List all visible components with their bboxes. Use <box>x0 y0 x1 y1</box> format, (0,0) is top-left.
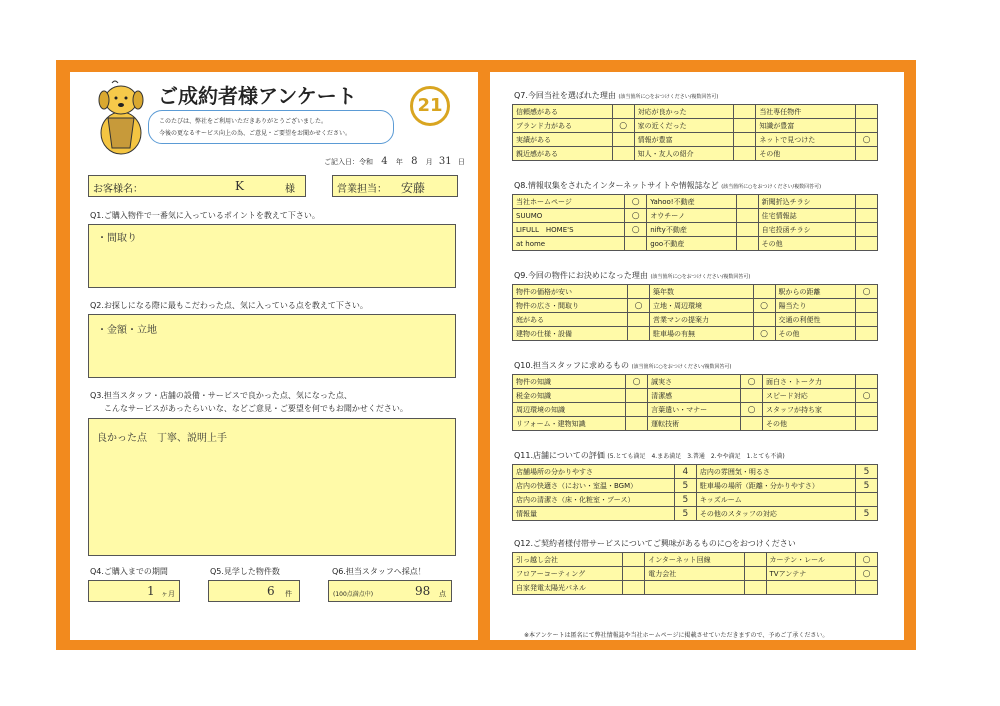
q7-mark-cell[interactable] <box>612 133 634 147</box>
q5-label: Q5.見学した物件数 <box>210 567 280 576</box>
q11-option-label: 店内の快適さ（におい・室温・BGM） <box>513 479 675 493</box>
q10-note: (該当箇所に○をおつけください/複数回答可) <box>631 364 732 370</box>
q10-option-label: 物件の知識 <box>513 375 626 389</box>
q5-unit: 件 <box>285 590 292 598</box>
q8-mark-cell[interactable] <box>736 223 758 237</box>
q9-mark-cell[interactable] <box>628 285 650 299</box>
q10-option-label: 言葉遣い・マナー <box>648 403 741 417</box>
q9-mark-cell[interactable] <box>753 313 775 327</box>
q12-option-label <box>645 581 744 595</box>
q4-field[interactable] <box>88 580 180 602</box>
q8-option-label: オウチーノ <box>647 209 736 223</box>
q12-mark-cell[interactable]: ○ <box>856 567 878 581</box>
q7-row <box>513 119 878 133</box>
q8-option-label: at home <box>513 237 625 251</box>
greeting-line-2: 今後の更なるサービス向上の為、ご意見・ご要望をお聞かせください。 <box>159 130 352 137</box>
q9-option-label: 物件の広さ・間取り <box>513 299 628 313</box>
q7-mark-cell[interactable] <box>734 147 756 161</box>
q5-field[interactable] <box>208 580 300 602</box>
q7-option-label: 当社専任物件 <box>756 105 856 119</box>
q8-option-label: Yahoo!不動産 <box>647 195 736 209</box>
q8-note: (該当箇所に○をおつけください/複数回答可) <box>721 184 822 190</box>
q7-option-label: 実績がある <box>513 133 613 147</box>
greeting-bubble <box>148 110 394 144</box>
q6-value: 98 <box>415 584 431 598</box>
q11-row <box>513 507 878 521</box>
q9-mark-cell[interactable] <box>856 299 878 313</box>
q10-mark-cell[interactable] <box>626 389 648 403</box>
q8-row <box>513 223 878 237</box>
q9-option-label: 物件の価格が安い <box>513 285 628 299</box>
q11-option-label: キッズルーム <box>696 493 855 507</box>
q9-table <box>512 284 878 341</box>
q6-field[interactable] <box>328 580 452 602</box>
q11-row <box>513 465 878 479</box>
q7-option-label: 対応が良かった <box>634 105 734 119</box>
q10-option-label: 清潔感 <box>648 389 741 403</box>
q3-answer-box[interactable] <box>88 418 456 556</box>
q11-option-label: その他のスタッフの対応 <box>696 507 855 521</box>
q8-title: Q8.情報収集をされたインターネットサイトや情報誌など <box>514 181 719 190</box>
q7-mark-cell[interactable] <box>856 105 878 119</box>
q8-option-label: 当社ホームページ <box>513 195 625 209</box>
q12-option-label: 自家発電太陽光パネル <box>513 581 623 595</box>
q8-label <box>514 180 821 191</box>
customer-name-label: お客様名： <box>93 184 143 195</box>
q9-option-label: 交通の利便性 <box>775 313 856 327</box>
q11-title: Q11.店舗についての評価 <box>514 451 605 460</box>
date-line <box>324 156 465 167</box>
q11-row <box>513 479 878 493</box>
q9-mark-cell[interactable] <box>856 327 878 341</box>
q10-option-label: スピード対応 <box>763 389 856 403</box>
q12-mark-cell[interactable] <box>623 553 645 567</box>
q6-label: Q6.担当スタッフへ採点！ <box>332 567 426 576</box>
q10-option-label: 周辺環境の知識 <box>513 403 626 417</box>
right-panel <box>490 72 904 640</box>
q7-option-label: 家の近くだった <box>634 119 734 133</box>
q11-mark-cell[interactable]: 5 <box>856 465 878 479</box>
q12-option-label: フロアーコーティング <box>513 567 623 581</box>
q11-mark-cell[interactable]: 4 <box>674 465 696 479</box>
q8-mark-cell[interactable]: ○ <box>625 195 647 209</box>
q8-row <box>513 209 878 223</box>
date-day-unit: 日 <box>457 158 465 166</box>
q7-option-label: 親近感がある <box>513 147 613 161</box>
date-month-unit: 月 <box>425 158 433 166</box>
q7-option-label: 知人・友人の紹介 <box>634 147 734 161</box>
q10-mark-cell[interactable] <box>626 403 648 417</box>
q8-option-label: 自宅投函チラシ <box>758 223 855 237</box>
staff-value: 安藤 <box>401 181 426 195</box>
q3-label-2: こんなサービスがあったらいいな、などご意見・ご要望を何でもお聞かせください。 <box>104 404 408 413</box>
q9-mark-cell[interactable] <box>856 313 878 327</box>
q8-option-label: SUUMO <box>513 209 625 223</box>
q9-mark-cell[interactable]: ○ <box>753 299 775 313</box>
q10-option-label: スタッフが持ち家 <box>763 403 856 417</box>
q7-option-label: 情報が豊富 <box>634 133 734 147</box>
q10-mark-cell[interactable] <box>856 403 878 417</box>
q1-answer-box[interactable] <box>88 224 456 288</box>
q12-option-label: インターネット回線 <box>645 553 744 567</box>
q8-option-label: 住宅情報誌 <box>758 209 855 223</box>
q9-mark-cell[interactable]: ○ <box>628 299 650 313</box>
q12-label: Q12.ご契約者様付帯サービスについてご興味があるものに○をおつけください <box>514 539 796 548</box>
q8-row <box>513 195 878 209</box>
q10-mark-cell[interactable]: ○ <box>741 403 763 417</box>
q10-mark-cell[interactable] <box>741 417 763 431</box>
q7-mark-cell[interactable] <box>734 119 756 133</box>
q10-mark-cell[interactable] <box>741 389 763 403</box>
q9-mark-cell[interactable] <box>628 327 650 341</box>
q11-table <box>512 464 878 521</box>
left-panel <box>70 72 478 640</box>
q11-option-label: 駐車場の場所（距離・分かりやすさ） <box>696 479 855 493</box>
date-label: ご記入日：令和 <box>324 158 373 166</box>
q12-option-label: 電力会社 <box>645 567 744 581</box>
q10-label <box>514 360 731 371</box>
q8-mark-cell[interactable] <box>736 195 758 209</box>
q7-mark-cell[interactable]: ○ <box>856 133 878 147</box>
q8-mark-cell[interactable] <box>856 195 878 209</box>
q12-mark-cell[interactable] <box>623 567 645 581</box>
q11-option-label: 店内の清潔さ（床・化粧室・ブース） <box>513 493 675 507</box>
staff-field[interactable] <box>332 175 458 197</box>
q10-mark-cell[interactable]: ○ <box>741 375 763 389</box>
date-month: 8 <box>411 156 418 167</box>
q9-option-label: 庭がある <box>513 313 628 327</box>
q11-mark-cell[interactable]: 5 <box>856 479 878 493</box>
q7-row <box>513 105 878 119</box>
q9-option-label: 建物の仕様・設備 <box>513 327 628 341</box>
q11-option-label: 情報量 <box>513 507 675 521</box>
q7-note: (該当箇所に○をおつけください/複数回答可) <box>618 94 719 100</box>
q10-option-label: 運転技術 <box>648 417 741 431</box>
q12-option-label: 引っ越し会社 <box>513 553 623 567</box>
q8-mark-cell[interactable] <box>736 237 758 251</box>
q11-option-label: 店内の雰囲気・明るさ <box>696 465 855 479</box>
q7-mark-cell[interactable] <box>612 105 634 119</box>
q8-mark-cell[interactable]: ○ <box>625 223 647 237</box>
q6-unit: 点 <box>439 590 446 598</box>
q3-answer: 良かった点 丁寧、説明上手 <box>97 433 227 444</box>
q8-option-label: goo不動産 <box>647 237 736 251</box>
q9-mark-cell[interactable]: ○ <box>856 285 878 299</box>
q6-note: (100点満点中) <box>333 591 374 598</box>
q5-value: 6 <box>267 584 275 598</box>
q11-label <box>514 450 785 461</box>
q2-answer: ・金額・立地 <box>97 325 157 336</box>
q9-option-label: その他 <box>775 327 856 341</box>
q10-option-label: 面白さ・トーク力 <box>763 375 856 389</box>
q10-row <box>513 417 878 431</box>
q4-value: 1 <box>147 584 155 598</box>
q4-label: Q4.ご購入までの期間 <box>90 567 168 576</box>
q7-title: Q7.今回当社を選ばれた理由 <box>514 91 616 100</box>
q9-option-label: 駐車場の有無 <box>650 327 754 341</box>
q8-option-label: 新聞折込チラシ <box>758 195 855 209</box>
page-title: ご成約者様アンケート <box>158 84 357 108</box>
q11-scale: (5.とても満足 4.まあ満足 3.普通 2.やや満足 1.とても不満) <box>607 453 785 460</box>
q11-row <box>513 493 878 507</box>
q12-row <box>513 581 878 595</box>
q12-table <box>512 552 878 595</box>
q7-mark-cell[interactable]: ○ <box>612 119 634 133</box>
q1-label: Q1.ご購入物件で一番気に入っているポイントを教えて下さい。 <box>90 211 320 220</box>
q9-mark-cell[interactable] <box>753 285 775 299</box>
q9-row <box>513 327 878 341</box>
q11-mark-cell[interactable]: 5 <box>674 507 696 521</box>
q1-answer: ・間取り <box>97 233 137 244</box>
q10-mark-cell[interactable] <box>856 375 878 389</box>
q10-option-label: 税金の知識 <box>513 389 626 403</box>
customer-name-field[interactable] <box>88 175 306 197</box>
staff-label: 営業担当： <box>337 184 387 195</box>
q8-table <box>512 194 878 251</box>
q9-note: (該当箇所に○をおつけください/複数回答可) <box>650 274 751 280</box>
q11-option-label: 店舗場所の分かりやすさ <box>513 465 675 479</box>
date-year: 4 <box>381 156 388 167</box>
q3-label-1: Q3.担当スタッフ・店舗の設備・サービスで良かった点、気になった点、 <box>90 391 352 400</box>
q12-mark-cell[interactable] <box>856 581 878 595</box>
q12-mark-cell[interactable]: ○ <box>856 553 878 567</box>
q12-mark-cell[interactable] <box>744 553 766 567</box>
q9-row <box>513 313 878 327</box>
q9-title: Q9.今回の物件にお決めになった理由 <box>514 271 648 280</box>
q12-option-label <box>766 581 856 595</box>
q8-option-label: その他 <box>758 237 855 251</box>
q10-option-label: リフォーム・建物知識 <box>513 417 626 431</box>
q8-row <box>513 237 878 251</box>
q12-mark-cell[interactable] <box>744 567 766 581</box>
q10-table <box>512 374 878 431</box>
q10-option-label: 誠実さ <box>648 375 741 389</box>
q7-mark-cell[interactable] <box>734 133 756 147</box>
q10-mark-cell[interactable] <box>626 417 648 431</box>
q7-mark-cell[interactable] <box>856 119 878 133</box>
q9-option-label: 築年数 <box>650 285 754 299</box>
date-year-unit: 年 <box>395 158 403 166</box>
q10-mark-cell[interactable]: ○ <box>856 389 878 403</box>
q9-option-label: 営業マンの提案力 <box>650 313 754 327</box>
q7-mark-cell[interactable] <box>856 147 878 161</box>
q7-row <box>513 133 878 147</box>
q4-unit: ヶ月 <box>161 590 175 598</box>
q7-mark-cell[interactable] <box>612 147 634 161</box>
footer-note: ※本アンケートは匿名にて弊社情報誌や当社ホームページに掲載させていただきますので、予めご了承ください。 <box>524 632 829 639</box>
q8-option-label: nifty不動産 <box>647 223 736 237</box>
q2-answer-box[interactable] <box>88 314 456 378</box>
q11-mark-cell[interactable]: 5 <box>856 507 878 521</box>
q8-mark-cell[interactable] <box>856 223 878 237</box>
q9-label <box>514 270 750 281</box>
q12-option-label: TVアンテナ <box>766 567 856 581</box>
q8-option-label: LIFULL HOME'S <box>513 223 625 237</box>
date-day: 31 <box>438 156 452 167</box>
greeting-line-1: このたびは、弊社をご利用いただきありがとうございました。 <box>159 118 328 125</box>
q11-mark-cell[interactable]: 5 <box>674 493 696 507</box>
q8-mark-cell[interactable] <box>736 209 758 223</box>
q12-mark-cell[interactable] <box>744 581 766 595</box>
q7-table <box>512 104 878 161</box>
q7-mark-cell[interactable] <box>734 105 756 119</box>
q2-label: Q2.お探しになる際に最もこだわった点、気に入っている点を教えて下さい。 <box>90 301 368 310</box>
q11-mark-cell[interactable] <box>856 493 878 507</box>
customer-name-suffix: 様 <box>285 184 295 195</box>
q8-mark-cell[interactable] <box>856 237 878 251</box>
century21-logo: 21 <box>410 86 450 126</box>
q9-mark-cell[interactable] <box>628 313 650 327</box>
q7-option-label: 信頼感がある <box>513 105 613 119</box>
q10-title: Q10.担当スタッフに求めるもの <box>514 361 630 370</box>
q9-option-label: 駅からの距離 <box>775 285 856 299</box>
q7-option-label: ネットで見つけた <box>756 133 856 147</box>
q10-row <box>513 403 878 417</box>
dog-mascot-icon <box>90 78 152 156</box>
q12-row <box>513 567 878 581</box>
q9-option-label: 立地・周辺環境 <box>650 299 754 313</box>
q10-mark-cell[interactable]: ○ <box>626 375 648 389</box>
q9-row <box>513 285 878 299</box>
q7-option-label: ブランド力がある <box>513 119 613 133</box>
q11-mark-cell[interactable]: 5 <box>674 479 696 493</box>
q7-option-label: その他 <box>756 147 856 161</box>
q8-mark-cell[interactable] <box>625 237 647 251</box>
q9-row <box>513 299 878 313</box>
q7-row <box>513 147 878 161</box>
q12-option-label: カーテン・レール <box>766 553 856 567</box>
q10-row <box>513 389 878 403</box>
q10-option-label: その他 <box>763 417 856 431</box>
q12-mark-cell[interactable] <box>623 581 645 595</box>
q8-mark-cell[interactable] <box>856 209 878 223</box>
q10-row <box>513 375 878 389</box>
q7-option-label: 知識が豊富 <box>756 119 856 133</box>
q7-label <box>514 90 718 101</box>
q10-mark-cell[interactable] <box>856 417 878 431</box>
q12-row <box>513 553 878 567</box>
q9-option-label: 陽当たり <box>775 299 856 313</box>
q8-mark-cell[interactable]: ○ <box>625 209 647 223</box>
customer-name-value: K <box>235 179 244 193</box>
q9-mark-cell[interactable]: ○ <box>753 327 775 341</box>
